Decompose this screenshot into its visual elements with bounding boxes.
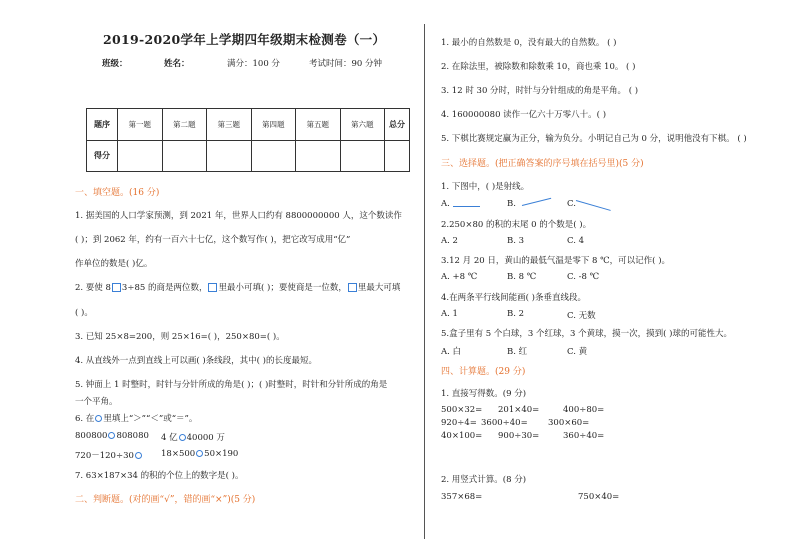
compare-item: 808080	[116, 431, 149, 441]
question-2-line-1	[75, 281, 400, 293]
question-5-line-1: 5. 钟面上 1 时整时，时针与分针所成的角是( )；( )时整时，时针和分针所成的角是	[75, 380, 388, 390]
calc-1-heading: 1. 直接写得数。(9 分)	[441, 389, 527, 399]
compare-item: 800800	[75, 431, 108, 441]
score-cell[interactable]	[207, 140, 252, 172]
judge-1: 1. 最小的自然数是 0，没有最大的自然数。 ( )	[441, 38, 617, 48]
choice-3-option-b: B. 8 ℃	[507, 272, 537, 282]
judge-3: 3. 12 时 30 分时，时针与分针组成的角是平角。 ( )	[441, 86, 639, 96]
question-5-line-2: 一个平角。	[75, 397, 118, 407]
calc-item: 900÷30=	[498, 431, 540, 441]
choice-5: 5.盒子里有 5 个白球，3 个红球，3 个黄球，摸一次，摸到( )球的可能性大。	[441, 329, 732, 339]
calc-item: 920÷4=	[441, 418, 477, 428]
choice-4-option-b: B. 2	[507, 309, 525, 319]
calc-item: 400÷80=	[563, 405, 605, 415]
question-6	[75, 412, 197, 424]
choice-5-option-b: B. 红	[507, 347, 528, 357]
calc-item: 201×40=	[498, 405, 540, 415]
blank-box-icon	[112, 283, 121, 292]
blank-circle-icon	[179, 434, 186, 441]
choice-4-option-c: C. 无数	[567, 311, 596, 321]
compare-row-1	[75, 431, 149, 441]
blank-circle-icon	[196, 450, 203, 457]
score-cell[interactable]	[162, 140, 207, 172]
choice-1-option-a: A.	[441, 199, 450, 209]
question-2-line-2: ( )。	[75, 308, 93, 318]
question-3: 3. 已知 25×8=200，则 25×16=( )，250×80=( )。	[75, 332, 285, 342]
compare-item: 4 亿	[161, 433, 178, 443]
segment-a-icon	[453, 206, 480, 207]
calc-item: 3600÷40=	[481, 418, 528, 428]
choice-2-option-b: B. 3	[507, 236, 525, 246]
vertical-calc-item: 357×68=	[441, 492, 483, 502]
compare-item: 40000 万	[186, 433, 225, 443]
question-7: 7. 63×187×34 的积的个位上的数字是( )。	[75, 471, 244, 481]
score-table-header-row	[87, 109, 410, 141]
question-2-text-c: 里最小可填( )；要使商是一位数，	[218, 283, 347, 293]
question-1-line-1: 1. 据美国的人口学家预测，到 2021 年，世界人口约有 8800000000 人，这个数读作	[75, 211, 402, 221]
question-1-line-3: 作单位的数是( )亿。	[75, 259, 153, 269]
score-cell[interactable]	[251, 140, 296, 172]
choice-1-option-c: C.	[567, 199, 576, 209]
judge-4: 4. 160000080 读作一亿六十万零八十。( )	[441, 110, 607, 120]
choice-5-option-a: A. 白	[441, 347, 462, 357]
score-table-header: 第二题	[162, 109, 207, 141]
compare-item: 50×190	[204, 449, 239, 459]
score-table-header: 第四题	[251, 109, 296, 141]
score-table-header: 第三题	[207, 109, 252, 141]
choice-3-option-c: C. -8 ℃	[567, 272, 600, 282]
blank-circle-icon	[135, 452, 142, 459]
page-title: 2019-2020学年上学期四年级期末检测卷（一）	[103, 32, 386, 47]
exam-time-label: 考试时间：90 分钟	[309, 59, 383, 69]
section-fill-blanks-heading: 一、填空题。(16 分)	[75, 188, 160, 198]
score-table-header: 第一题	[118, 109, 163, 141]
compare-row-1b	[161, 431, 225, 443]
section-calculation-heading: 四、计算题。(29 分)	[441, 367, 526, 377]
calc-item: 360÷40=	[563, 431, 605, 441]
blank-circle-icon	[108, 432, 115, 439]
score-cell[interactable]	[296, 140, 341, 172]
blank-circle-icon	[95, 415, 102, 422]
judge-5: 5. 下棋比赛规定赢为正分，输为负分。小明记自己为 0 分，说明他没有下棋。 ( )	[441, 134, 747, 144]
full-score-label: 满分：100 分	[227, 59, 280, 69]
score-table-header: 第六题	[340, 109, 385, 141]
question-2-text-a: 2. 要使 8	[75, 283, 111, 293]
name-label: 姓名：	[164, 59, 190, 69]
calc-2-heading: 2. 用竖式计算。(8 分)	[441, 475, 527, 485]
score-table	[86, 108, 410, 172]
score-cell[interactable]	[340, 140, 385, 172]
question-6-text-b: 里填上“＞”“＜”或“＝”。	[103, 414, 198, 424]
compare-item: 720－120÷30	[75, 451, 134, 461]
calc-item: 40×100=	[441, 431, 483, 441]
blank-box-icon	[208, 283, 217, 292]
score-cell[interactable]	[385, 140, 410, 172]
blank-box-icon	[348, 283, 357, 292]
calc-item: 500×32=	[441, 405, 483, 415]
class-label: 班级：	[102, 59, 128, 69]
judge-2: 2. 在除法里，被除数和除数乘 10，商也乘 10。 ( )	[441, 62, 636, 72]
score-row-label: 得分	[87, 140, 118, 172]
question-1-line-2: ( )；到 2062 年，约有一百六十七亿，这个数写作( )，把它改写成用“亿”	[75, 235, 351, 245]
vertical-calc-item: 750×40=	[578, 492, 620, 502]
score-table-score-row	[87, 140, 410, 172]
compare-item: 18×500	[161, 449, 196, 459]
ray-c-icon	[576, 200, 611, 211]
choice-1: 1. 下图中，( )是射线。	[441, 182, 530, 192]
choice-5-option-c: C. 黄	[567, 347, 588, 357]
question-6-text-a: 6. 在	[75, 414, 95, 424]
score-table-header: 第五题	[296, 109, 341, 141]
choice-2: 2.250×80 的积的末尾 0 的个数是( )。	[441, 220, 592, 230]
choice-4: 4.在两条平行线间能画( )条垂直线段。	[441, 293, 586, 303]
compare-row-2	[75, 449, 143, 461]
score-table-header: 总分	[385, 109, 410, 141]
question-4: 4. 从直线外一点到直线上可以画( )条线段，其中( )的长度最短。	[75, 356, 317, 366]
ray-b-icon	[522, 198, 551, 206]
compare-row-2b	[161, 449, 238, 459]
choice-4-option-a: A. 1	[441, 309, 458, 319]
choice-1-option-b: B.	[507, 199, 516, 209]
score-cell[interactable]	[118, 140, 163, 172]
score-table-header: 题序	[87, 109, 118, 141]
choice-2-option-a: A. 2	[441, 236, 458, 246]
column-divider	[424, 24, 425, 539]
choice-3: 3.12 月 20 日，黄山的最低气温是零下 8 ℃，可以记作( )。	[441, 256, 671, 266]
choice-2-option-c: C. 4	[567, 236, 585, 246]
question-2-text-b: 3÷85 的商是两位数，	[121, 283, 208, 293]
question-2-text-d: 里最大可填	[357, 283, 401, 293]
choice-3-option-a: A. +8 ℃	[441, 272, 478, 282]
section-choice-heading: 三、选择题。(把正确答案的序号填在括号里)(5 分)	[441, 159, 644, 169]
section-true-false-heading: 二、判断题。(对的画“√”，错的画“×”)(5 分)	[75, 495, 256, 505]
calc-item: 300×60=	[548, 418, 590, 428]
